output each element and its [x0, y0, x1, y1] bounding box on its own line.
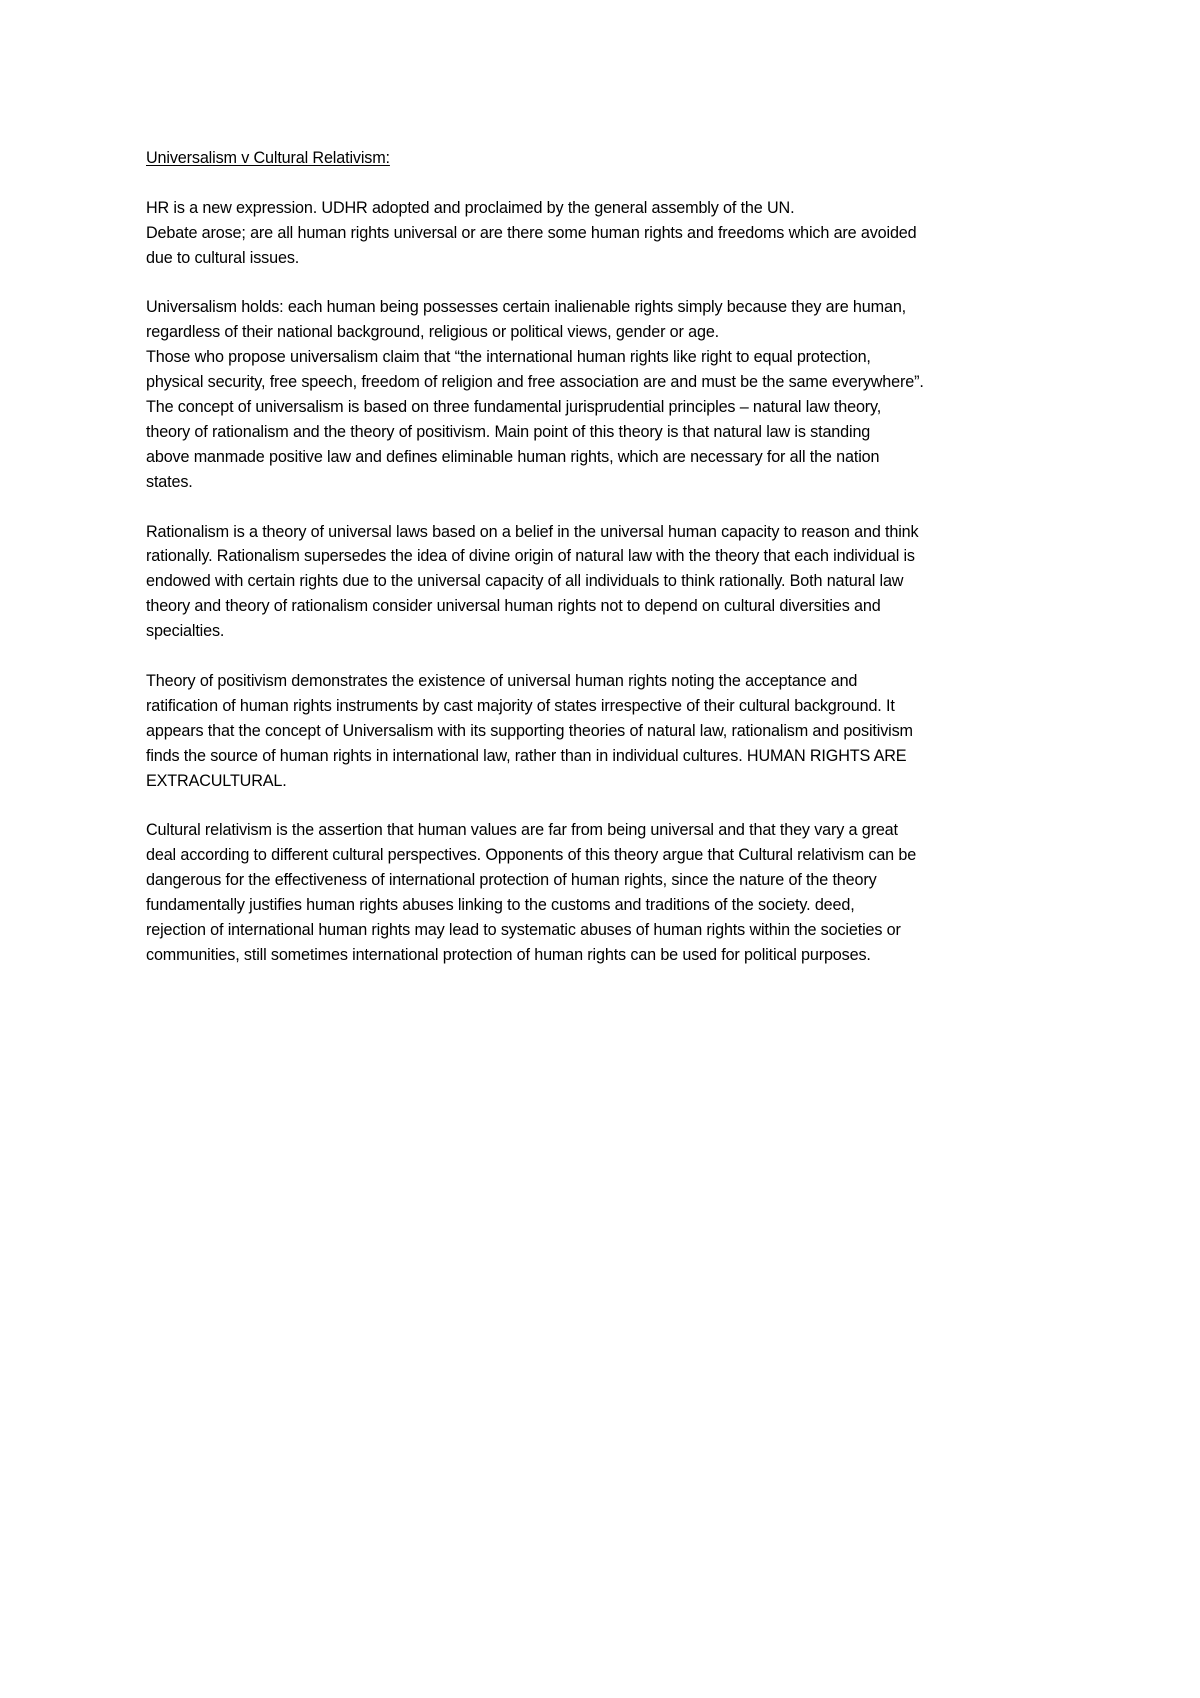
text-line: physical security, free speech, freedom of religion and free association are and must be the same everywhere”. [146, 373, 924, 392]
text-line: rejection of international human rights may lead to systematic abuses of human rights within the societies or [146, 921, 901, 940]
text-line: HR is a new expression. UDHR adopted and proclaimed by the general assembly of the UN. [146, 198, 795, 217]
document-title: Universalism v Cultural Relativism: [146, 149, 390, 167]
text-line: Debate arose; are all human rights universal or are there some human rights and freedoms which are avoided [146, 223, 917, 242]
text-line: states. [146, 472, 193, 491]
text-line: deal according to different cultural perspectives. Opponents of this theory argue that Cultural relativism can be [146, 846, 917, 865]
text-line: theory and theory of rationalism consider universal human rights not to depend on cultural diversities and [146, 597, 881, 616]
paragraph-positivism [146, 669, 1066, 794]
text-line: finds the source of human rights in international law, rather than in individual cultures. HUMAN RIGHTS ARE [146, 746, 907, 765]
paragraph-cultural-relativism [146, 818, 1066, 967]
text-line: dangerous for the effectiveness of international protection of human rights, since the nature of the theory [146, 871, 877, 890]
paragraph-intro [146, 196, 1066, 271]
text-line: rationally. Rationalism supersedes the idea of divine origin of natural law with the theory that each individual is [146, 547, 915, 566]
text-line: endowed with certain rights due to the universal capacity of all individuals to think rationally. Both natural law [146, 572, 904, 591]
text-line: specialties. [146, 622, 225, 641]
text-line: ratification of human rights instruments by cast majority of states irrespective of their cultural background. It [146, 696, 895, 715]
text-line: above manmade positive law and defines eliminable human rights, which are necessary for all the nation [146, 447, 880, 466]
text-line: Those who propose universalism claim that “the international human rights like right to equal protection, [146, 348, 871, 367]
text-line: fundamentally justifies human rights abuses linking to the customs and traditions of the society. deed, [146, 896, 855, 915]
paragraph-universalism [146, 295, 1066, 494]
text-line: Rationalism is a theory of universal laws based on a belief in the universal human capacity to reason and think [146, 522, 919, 541]
text-line: The concept of universalism is based on three fundamental jurisprudential principles – natural law theory, [146, 398, 882, 417]
text-line: Cultural relativism is the assertion that human values are far from being universal and that they vary a great [146, 821, 898, 840]
text-line: appears that the concept of Universalism with its supporting theories of natural law, rationalism and positivism [146, 721, 913, 740]
text-line: EXTRACULTURAL. [146, 771, 287, 790]
paragraph-rationalism [146, 520, 1066, 645]
text-line: Universalism holds: each human being possesses certain inalienable rights simply because they are human, [146, 298, 907, 317]
document-body [146, 146, 1066, 968]
text-line: communities, still sometimes international protection of human rights can be used for political purposes. [146, 945, 871, 964]
text-line: regardless of their national background, religious or political views, gender or age. [146, 323, 720, 342]
text-line: Theory of positivism demonstrates the existence of universal human rights noting the acceptance and [146, 671, 858, 690]
text-line: due to cultural issues. [146, 248, 300, 267]
text-line: theory of rationalism and the theory of positivism. Main point of this theory is that natural law is standing [146, 422, 871, 441]
